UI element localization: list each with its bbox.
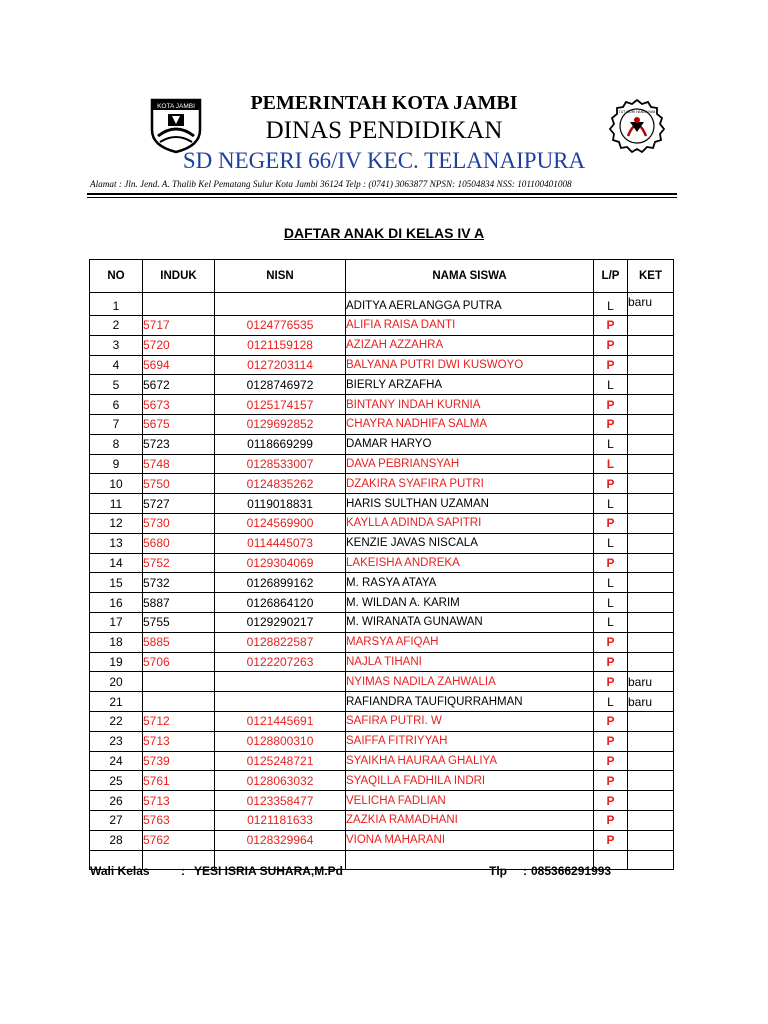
cell-ket [628,553,674,573]
cell-nisn: 0119018831 [215,494,346,514]
cell-ket [628,751,674,771]
cell-induk [143,293,215,316]
table-header-row [90,260,674,293]
cell-ket [628,454,674,474]
cell-nama: DZAKIRA SYAFIRA PUTRI [346,474,594,494]
cell-ket [628,810,674,830]
cell-no: 17 [90,612,143,632]
cell-induk: 5750 [143,474,215,494]
cell-no: 9 [90,454,143,474]
cell-ket [628,711,674,731]
table-row [90,593,674,613]
tlp-label: Tlp [489,864,507,878]
cell-lp: P [594,791,628,811]
cell-nisn: 0126864120 [215,593,346,613]
cell-nisn: 0124569900 [215,513,346,533]
cell-induk: 5727 [143,494,215,514]
cell-no: 12 [90,513,143,533]
cell-induk: 5680 [143,533,215,553]
cell-lp: P [594,414,628,434]
page-title: DAFTAR ANAK DI KELAS IV A [283,225,485,241]
cell-lp: P [594,474,628,494]
header-nama: NAMA SISWA [346,260,594,293]
wali-kelas-colon: : [181,864,185,878]
cell-lp: P [594,395,628,415]
cell-nama: DAMAR HARYO [346,434,594,454]
cell-nama: SYAQILLA FADHILA INDRI [346,771,594,791]
cell-nama: BIERLY ARZAFHA [346,375,594,395]
cell-nama: KAYLLA ADINDA SAPITRI [346,513,594,533]
header-nisn: NISN [215,260,346,293]
government-name: PEMERINTAH KOTA JAMBI [250,92,518,114]
cell-induk: 5755 [143,612,215,632]
cell-lp: P [594,513,628,533]
cell-no: 11 [90,494,143,514]
table-row [90,316,674,336]
wali-kelas-label: Wali Kelas [90,864,150,878]
cell-lp: P [594,810,628,830]
cell-nisn: 0121181633 [215,810,346,830]
cell-ket [628,494,674,514]
cell-induk: 5761 [143,771,215,791]
cell-lp: P [594,830,628,850]
table-row [90,375,674,395]
wali-kelas-name: YESI ISRIA SUHARA,M.Pd [194,864,343,878]
letterhead-divider [87,193,677,195]
cell-ket [628,375,674,395]
cell-no: 8 [90,434,143,454]
cell-induk: 5887 [143,593,215,613]
cell-no: 10 [90,474,143,494]
table-row [90,474,674,494]
cell-nama: AZIZAH AZZAHRA [346,335,594,355]
cell-induk: 5763 [143,810,215,830]
cell-ket [628,434,674,454]
cell-induk: 5739 [143,751,215,771]
cell-nama: ALIFIA RAISA DANTI [346,316,594,336]
svg-text:TUT WURI HANDAYANI: TUT WURI HANDAYANI [618,110,656,114]
table-row [90,810,674,830]
table-row [90,395,674,415]
cell-induk: 5713 [143,791,215,811]
cell-nama: BINTANY INDAH KURNIA [346,395,594,415]
cell-lp: P [594,731,628,751]
student-table [89,259,674,870]
school-name: SD NEGERI 66/IV KEC. TELANAIPURA [182,148,586,173]
cell-nisn: 0127203114 [215,355,346,375]
cell-nama: VIONA MAHARANI [346,830,594,850]
cell-ket [628,573,674,593]
cell-lp: P [594,751,628,771]
cell-nama: BALYANA PUTRI DWI KUSWOYO [346,355,594,375]
cell-nisn: 0129304069 [215,553,346,573]
cell-nama: CHAYRA NADHIFA SALMA [346,414,594,434]
cell-nisn [215,293,346,316]
cell-ket [628,335,674,355]
cell-nama: VELICHA FADLIAN [346,791,594,811]
cell-no: 2 [90,316,143,336]
table-row [90,293,674,316]
cell-induk: 5885 [143,632,215,652]
cell-no: 28 [90,830,143,850]
header-no: NO [90,260,143,293]
cell-ket [628,632,674,652]
header-ket: KET [628,260,674,293]
cell-lp: L [594,494,628,514]
cell-lp: P [594,711,628,731]
cell-nisn: 0128800310 [215,731,346,751]
table-row [90,751,674,771]
table-row [90,533,674,553]
cell-induk [143,672,215,692]
cell-no: 6 [90,395,143,415]
table-row [90,830,674,850]
table-row [90,513,674,533]
cell-ket [628,771,674,791]
header-lp: L/P [594,260,628,293]
cell-nama: LAKEISHA ANDREKA [346,553,594,573]
table-row [90,791,674,811]
cell-lp: P [594,355,628,375]
cell-induk: 5712 [143,711,215,731]
cell-no: 22 [90,711,143,731]
letterhead-divider-thin [87,197,677,198]
cell-nisn: 0118669299 [215,434,346,454]
cell-induk: 5717 [143,316,215,336]
tlp-value: 085366291993 [531,864,612,878]
cell-ket [628,830,674,850]
cell-nisn: 0128822587 [215,632,346,652]
cell-ket: baru [628,692,674,712]
cell-nisn: 0125174157 [215,395,346,415]
cell-no: 15 [90,573,143,593]
cell-lp: L [594,692,628,712]
cell-lp: L [594,434,628,454]
cell-nisn: 0128746972 [215,375,346,395]
cell-lp: P [594,652,628,672]
cell-lp: L [594,454,628,474]
cell-induk [143,692,215,712]
cell-nama: M. WIRANATA GUNAWAN [346,612,594,632]
cell-no: 13 [90,533,143,553]
cell-nisn: 0128533007 [215,454,346,474]
cell-no: 7 [90,414,143,434]
letterhead [0,0,768,200]
cell-ket [628,791,674,811]
cell-induk: 5673 [143,395,215,415]
table-row [90,652,674,672]
cell-nama: RAFIANDRA TAUFIQURRAHMAN [346,692,594,712]
cell-nama: MARSYA AFIQAH [346,632,594,652]
cell-nisn: 0123358477 [215,791,346,811]
cell-ket: baru [628,293,674,316]
table-row [90,414,674,434]
cell-ket: baru [628,672,674,692]
cell-lp: L [594,533,628,553]
cell-nama: ZAZKIA RAMADHANI [346,810,594,830]
table-row [90,632,674,652]
table-row [90,692,674,712]
cell-nama: M. WILDAN A. KARIM [346,593,594,613]
cell-no: 3 [90,335,143,355]
cell-no: 4 [90,355,143,375]
cell-lp: L [594,573,628,593]
cell-ket [628,395,674,415]
table-row [90,672,674,692]
cell-nama: SYAIKHA HAURAA GHALIYA [346,751,594,771]
cell-no: 19 [90,652,143,672]
table-row [90,335,674,355]
cell-lp: L [594,293,628,316]
cell-nisn: 0122207263 [215,652,346,672]
table-row [90,771,674,791]
cell-ket [628,593,674,613]
cell-nama: NAJLA TIHANI [346,652,594,672]
cell-no: 26 [90,791,143,811]
cell-ket [628,316,674,336]
cell-induk: 5675 [143,414,215,434]
cell-ket [628,850,674,870]
cell-nisn: 0124835262 [215,474,346,494]
table-row [90,355,674,375]
svg-text:KOTA JAMBI: KOTA JAMBI [157,103,195,110]
header-induk: INDUK [143,260,215,293]
cell-nama: SAFIRA PUTRI. W [346,711,594,731]
cell-lp: P [594,672,628,692]
cell-ket [628,513,674,533]
cell-no: 25 [90,771,143,791]
cell-no: 23 [90,731,143,751]
cell-induk: 5748 [143,454,215,474]
cell-nama: ADITYA AERLANGGA PUTRA [346,293,594,316]
department-name: DINAS PENDIDIKAN [265,117,503,144]
cell-ket [628,731,674,751]
tlp-colon: : [523,864,527,878]
cell-ket [628,652,674,672]
cell-induk: 5720 [143,335,215,355]
cell-lp: L [594,375,628,395]
cell-no: 20 [90,672,143,692]
cell-nisn: 0125248721 [215,751,346,771]
cell-nisn: 0128329964 [215,830,346,850]
table-row [90,711,674,731]
table-row [90,612,674,632]
cell-nama: M. RASYA ATAYA [346,573,594,593]
cell-nisn: 0129692852 [215,414,346,434]
cell-ket [628,612,674,632]
cell-induk: 5706 [143,652,215,672]
cell-ket [628,414,674,434]
cell-induk: 5713 [143,731,215,751]
cell-nisn [215,692,346,712]
cell-no: 14 [90,553,143,573]
cell-nama: SAIFFA FITRIYYAH [346,731,594,751]
cell-nama: KENZIE JAVAS NISCALA [346,533,594,553]
cell-induk: 5723 [143,434,215,454]
table-row [90,434,674,454]
cell-nisn: 0126899162 [215,573,346,593]
cell-nisn: 0128063032 [215,771,346,791]
cell-nisn: 0129290217 [215,612,346,632]
cell-ket [628,355,674,375]
cell-induk: 5752 [143,553,215,573]
table-row [90,494,674,514]
cell-lp: P [594,771,628,791]
table-row [90,553,674,573]
cell-lp: P [594,553,628,573]
cell-induk: 5732 [143,573,215,593]
student-rows [90,293,674,870]
cell-induk: 5694 [143,355,215,375]
cell-no: 21 [90,692,143,712]
cell-nisn [215,672,346,692]
cell-nisn: 0114445073 [215,533,346,553]
cell-nama: HARIS SULTHAN UZAMAN [346,494,594,514]
cell-lp: L [594,593,628,613]
cell-nisn: 0121445691 [215,711,346,731]
cell-nisn: 0124776535 [215,316,346,336]
cell-induk: 5672 [143,375,215,395]
cell-lp: L [594,612,628,632]
table-row [90,573,674,593]
school-address: Alamat : Jln. Jend. A. Thalib Kel Pematang Sulur Kota Jambi 36124 Telp : (0741) 3063877 NPSN: 10504834 NSS: 101100401008 [90,179,572,189]
cell-ket [628,533,674,553]
cell-lp: P [594,632,628,652]
cell-no: 5 [90,375,143,395]
cell-induk: 5730 [143,513,215,533]
cell-nama: DAVA PEBRIANSYAH [346,454,594,474]
table-row [90,731,674,751]
cell-no: 27 [90,810,143,830]
cell-nisn: 0121159128 [215,335,346,355]
cell-induk: 5762 [143,830,215,850]
cell-no: 16 [90,593,143,613]
cell-ket [628,474,674,494]
cell-no: 24 [90,751,143,771]
cell-lp: P [594,316,628,336]
cell-no: 1 [90,293,143,316]
table-row [90,454,674,474]
cell-lp: P [594,335,628,355]
cell-nama: NYIMAS NADILA ZAHWALIA [346,672,594,692]
cell-no: 18 [90,632,143,652]
